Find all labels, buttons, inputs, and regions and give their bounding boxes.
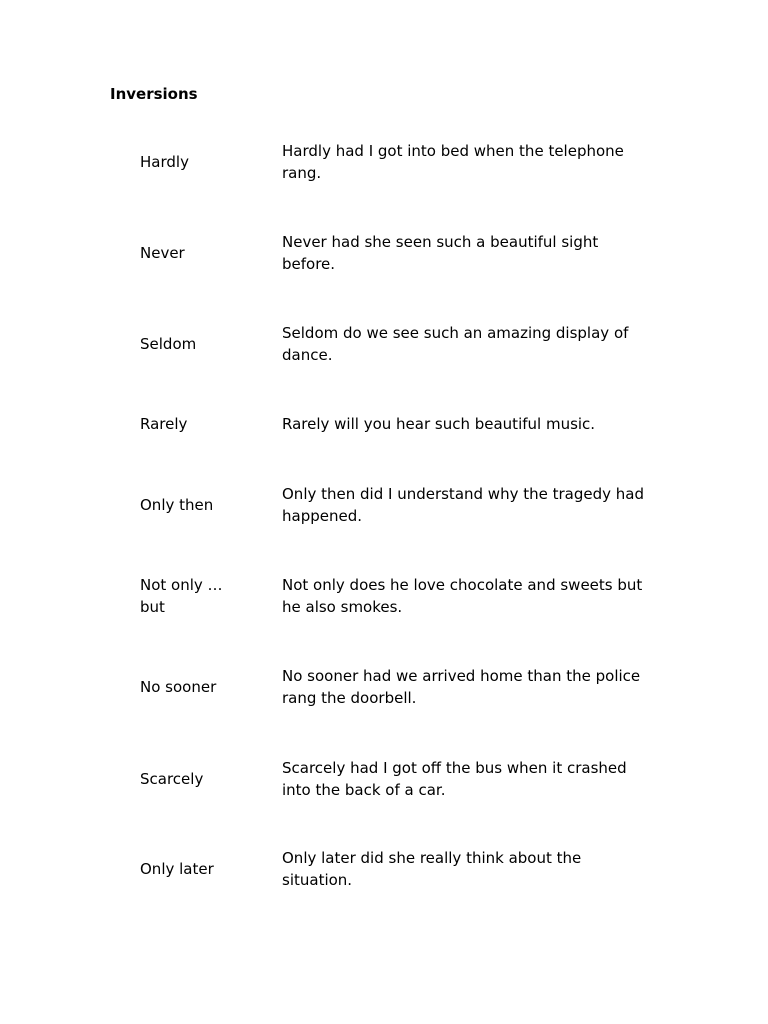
example-sentence: Rarely will you hear such beautiful music.	[282, 415, 596, 433]
list-item	[0, 402, 768, 446]
example-sentence: Hardly had I got into bed when the telephone rang.	[282, 142, 624, 182]
inversion-term: No sooner	[140, 678, 217, 696]
example-sentence: Seldom do we see such an amazing display of dance.	[282, 324, 629, 364]
example-sentence: Only then did I understand why the tragedy had happened.	[282, 485, 644, 525]
inversion-term: Never	[140, 244, 185, 262]
inversion-term: Hardly	[140, 153, 189, 171]
inversion-term: Not only … but	[140, 576, 223, 616]
example-sentence: Scarcely had I got off the bus when it crashed into the back of a car.	[282, 759, 627, 799]
example-sentence: Only later did she really think about the situation.	[282, 849, 582, 889]
list-item	[0, 231, 768, 275]
list-item	[0, 665, 768, 709]
inversion-term: Seldom	[140, 335, 197, 353]
list-item	[0, 757, 768, 801]
list-item	[0, 847, 768, 891]
example-sentence: Not only does he love chocolate and sweets but he also smokes.	[282, 576, 643, 616]
list-item	[0, 322, 768, 366]
list-item	[0, 574, 768, 618]
inversion-term: Scarcely	[140, 770, 204, 788]
list-item	[0, 140, 768, 184]
inversion-term: Rarely	[140, 415, 188, 433]
example-sentence: No sooner had we arrived home than the police rang the doorbell.	[282, 667, 641, 707]
example-sentence: Never had she seen such a beautiful sight before.	[282, 233, 599, 273]
list-item	[0, 483, 768, 527]
inversion-term: Only then	[140, 496, 214, 514]
inversion-term: Only later	[140, 860, 214, 878]
page-title: Inversions	[110, 85, 198, 103]
